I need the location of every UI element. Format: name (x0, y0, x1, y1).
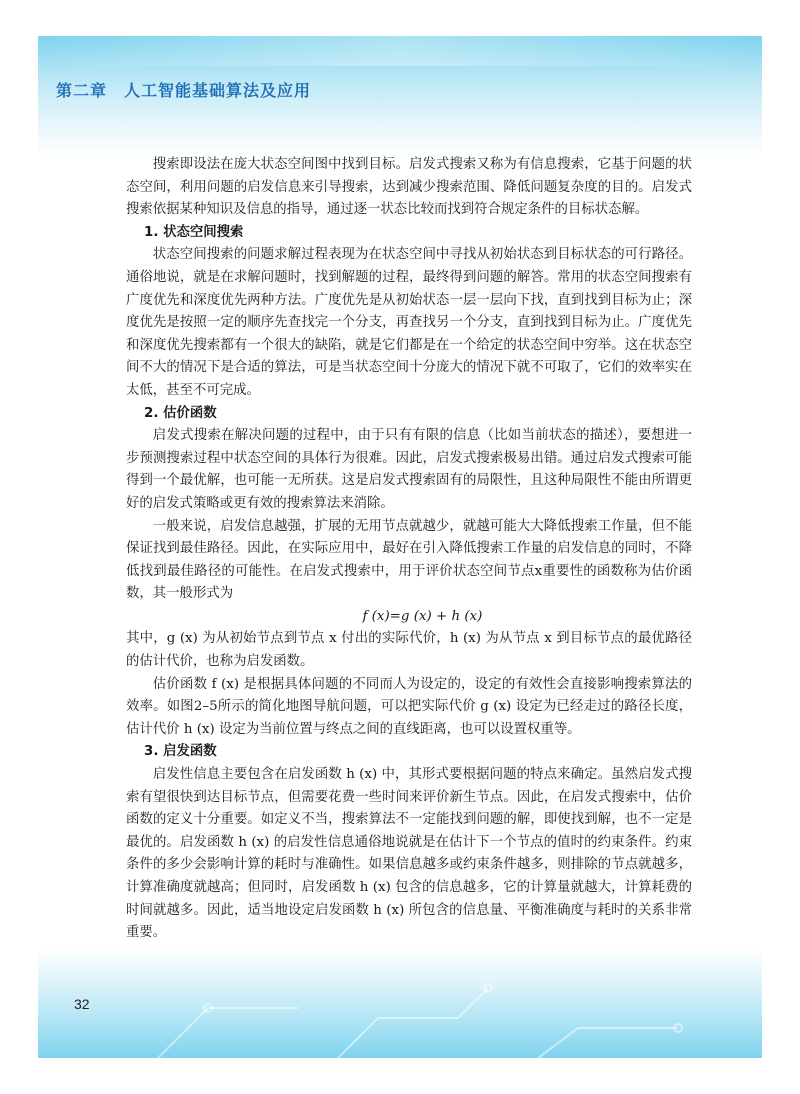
paragraph-heuristic-function: 启发性信息主要包含在启发函数 h (x) 中，其形式要根据问题的特点来确定。虽然启发式搜索有望很快到达目标节点，但需要花费一些时间来评价新生节点。因此，在启发式搜索中，估价函数的定义十分重要。如定义不当，搜索算法不一定能找到问题的解，即使找到解，也不一定是最优的。启发函数 h (x) 的启发性信息通俗地说就是在估计下一个节点的值时的约束条件。约束条件的多少会影响计算的耗时与准确性。如果信息越多或约束条件越多，则排除的节点就越多，计算准确度就越高；但同时，启发函数 h (x) 包含的信息越多，它的计算量就越大，计算耗费的时间就越多。因此，适当地设定启发函数 h (x) 所包含的信息量、平衡准确度与耗时的关系非常重要。 (126, 767, 692, 941)
footer-band (38, 948, 762, 1058)
paragraph-state-space: 状态空间搜索的问题求解过程表现为在状态空间中寻找从初始状态到目标状态的可行路径。通俗地说，就是在求解问题时，找到解题的过程，最终得到问题的解答。常用的状态空间搜索有广度优先和深度优先两种方法。广度优先是从初始状态一层一层向下找，直到找到目标为止；深度优先是按照一定的顺序先查找完一个分支，再查找另一个分支，直到找到目标为止。广度优先和深度优先搜索都有一个很大的缺陷，就是它们都是在一个给定的状态空间中穷举。这在状态空间不大的情况下是合适的算法，可是当状态空间十分庞大的情况下就不可取了，它们的效率实在太低，甚至不可完成。 (126, 247, 692, 398)
header-band (38, 36, 762, 156)
chapter-title: 第二章 人工智能基础算法及应用 (56, 81, 312, 100)
paragraph-heuristic-info: 一般来说，启发信息越强，扩展的无用节点就越少，就越可能大大降低搜索工作量，但不能保证找到最佳路径。因此，在实际应用中，最好在引入降低搜索工作量的启发信息的同时，不降低找到最佳路径的可能性。在启发式搜索中，用于评价状态空间节点x重要性的函数称为估价函数，其一般形式为 (126, 518, 692, 602)
formula: f (x)=g (x) + h (x) (362, 608, 483, 624)
section-heading-3: 3. 启发函数 (144, 744, 217, 760)
paragraph-evaluation-function: 估价函数 f (x) 是根据具体问题的不同而人为设定的，设定的有效性会直接影响搜索算法的效率。如图2–5所示的简化地图导航问题，可以把实际代价 g (x) 设定为已经走过的路径长度，估计代价 h (x) 设定为当前位置与终点之间的直线距离，也可以设置权重等。 (126, 676, 692, 737)
body-text (126, 154, 692, 945)
page (38, 36, 762, 1058)
page-number: 32 (74, 996, 90, 1012)
section-heading-1: 1. 状态空间搜索 (144, 224, 244, 240)
paragraph-intro: 搜索即设法在庞大状态空间图中找到目标。启发式搜索又称为有信息搜索，它基于问题的状态空间，利用问题的启发信息来引导搜索，达到减少搜索范围、降低问题复杂度的目的。启发式搜索依据某种知识及信息的指导，通过逐一状态比较而找到符合规定条件的目标状态解。 (126, 157, 692, 218)
footer-decoration (38, 948, 762, 1058)
section-heading-2: 2. 估价函数 (144, 405, 217, 421)
paragraph-formula-terms: 其中，g (x) 为从初始节点到节点 x 付出的实际代价，h (x) 为从节点 x 到目标节点的最优路径的估计代价，也称为启发函数。 (126, 631, 692, 670)
paragraph-heuristic-limits: 启发式搜索在解决问题的过程中，由于只有有限的信息（比如当前状态的描述），要想进一步预测搜索过程中状态空间的具体行为很难。因此，启发式搜索极易出错。通过启发式搜索可能得到一个最优解，也可能一无所获。这是启发式搜索固有的局限性，且这种局限性不能由所谓更好的启发式策略或更有效的搜索算法来消除。 (126, 428, 692, 511)
